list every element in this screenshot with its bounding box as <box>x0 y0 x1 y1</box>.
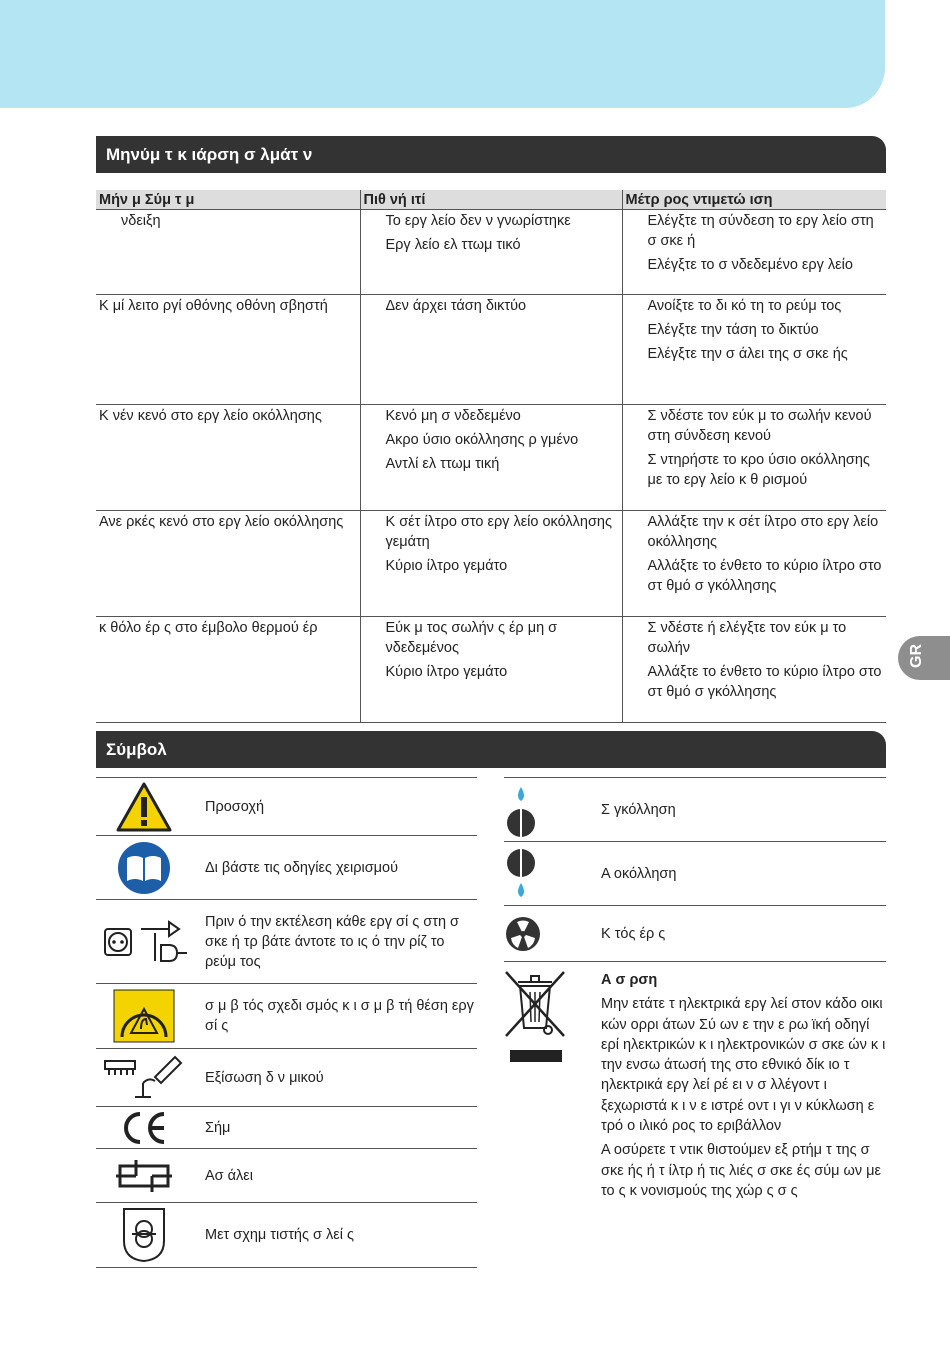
remedy-item: Ελέγξτε τη σύνδεση το εργ λείο στη σ σκε ή <box>647 213 874 249</box>
symbol-label: Κ τός έρ ς <box>601 925 666 942</box>
remedy-item: Σ νδέστε ή ελέγξτε τον εύκ μ το σωλήν <box>647 620 847 656</box>
cause-item: Κενό μη σ νδεδεμένο <box>385 408 521 424</box>
remedy-cell <box>622 511 886 617</box>
cause-item: Ακρο ύσιο οκόλλησης ρ γμένο <box>385 432 579 448</box>
symbol-label: Μετ σχημ τιστής σ λεί ς <box>205 1227 354 1243</box>
cause-item: Εργ λείο ελ ττωμ τικό <box>385 237 521 253</box>
symptom-cell: νδειξη <box>96 210 360 295</box>
symbol-label: Α οκόλληση <box>601 865 677 882</box>
safety-transformer-icon <box>122 1207 166 1263</box>
disposal-paragraph: Α οσύρετε τ ντικ θιστούμεν εξ ρτήμ τ της σ σκε ής ή τ ίλτρ ή τις λιές σ σκε ές σύμ ων με το ς κ νονισμούς της χώρ ς σ ς <box>601 1142 881 1199</box>
symbol-row <box>504 777 886 841</box>
read-manual-icon <box>117 841 171 895</box>
symptom-cell: κ θόλο έρ ς στο έμβολο θερμού έρ <box>96 617 360 723</box>
symbols-right-column <box>504 777 886 1287</box>
symbol-row <box>504 905 886 961</box>
remedy-item: Ελέγξτε το σ νδεδεμένο εργ λείο <box>647 257 853 273</box>
warning-triangle-icon <box>116 782 172 832</box>
remedy-item: Ανοίξτε το δι κό τη το ρεύμ τος <box>647 298 842 314</box>
remedy-item: Σ ντηρήστε το κρο ύσιο οκόλλησης με το εργ λείο κ θ ρισμού <box>647 452 870 488</box>
unplug-icon <box>99 917 189 967</box>
language-tab-label: GR <box>908 644 925 668</box>
cause-item: Κύριο ίλτρο γεμάτο <box>385 664 508 680</box>
remedy-item: Ελέγξτε την σ άλει της σ σκε ής <box>647 346 848 362</box>
symbol-label: σ μ β τός σχεδι σμός κ ι σ μ β τή θέση εργ σί ς <box>205 998 474 1034</box>
remedy-item: Αλλάξτε την κ σέτ ίλτρο στο εργ λείο οκόλλησης <box>647 514 879 550</box>
cause-cell <box>360 617 622 723</box>
header-banner <box>0 0 885 108</box>
symptom-cell: Ανε ρκές κενό στο εργ λείο οκόλλησης <box>96 511 360 617</box>
symbol-label: Πριν ό την εκτέλεση κάθε εργ σί ς στη σ σκε ή τρ βάτε άντοτε το ις ό την ρίζ το ρεύμ τος <box>205 913 459 970</box>
remedy-item: Αλλάξτε το ένθετο το κύριο ίλτρο στο στ θμό σ γκόλλησης <box>647 664 882 700</box>
symbol-row <box>96 1106 477 1148</box>
symbol-row <box>96 899 477 983</box>
table-row <box>96 617 886 723</box>
symbol-label: Προσοχή <box>205 798 265 815</box>
remedy-item: Σ νδέστε τον εύκ μ το σωλήν κενού στη σύνδεση κενού <box>647 408 872 444</box>
header-cause: Πιθ νή ιτί <box>360 190 622 210</box>
cause-item: Εύκ μ τος σωλήν ς έρ μη σ νδεδεμένος <box>385 620 558 656</box>
disposal-paragraph: Μην ετάτε τ ηλεκτρικά εργ λεί στον κάδο οικι κών ορρι άτων Σύ ων ε την ε ρω ϊκή οδηγί ερί ηλεκτρικών κ ι ηλεκτρονικών σ σκε ών κ ι την ενσω άτωσή της στο εθνικό δίκ ιο τ ηλεκτρικά εργ λεί ρέ ει ν σ λλέγοντ ι ξεχωριστά κ ι ν ε ιστρέ οντ ι γι ν κύκλωση ε τρό ο ιλικό ρος το εριβάλλον <box>601 996 886 1135</box>
header-symptom: Μήν μ Σύμ τ μ <box>96 190 360 210</box>
symbol-label: Σ γκόλληση <box>601 801 676 818</box>
soldering-icon <box>505 781 537 839</box>
symbol-row <box>96 835 477 899</box>
table-row <box>96 405 886 511</box>
desoldering-icon <box>505 845 537 903</box>
symbol-row <box>96 1048 477 1106</box>
remedy-item: Αλλάξτε το ένθετο το κύριο ίλτρο στο στ θμό σ γκόλλησης <box>647 558 882 594</box>
symbol-label: Εξίσωση δ ν μικού <box>205 1069 324 1086</box>
hot-air-fan-icon <box>505 916 541 952</box>
symbol-label: Δι βάστε τις οδηγίες χειρισμού <box>205 859 399 876</box>
cause-cell <box>360 511 622 617</box>
cause-item: Κύριο ίλτρο γεμάτο <box>385 558 508 574</box>
symbol-row <box>96 983 477 1048</box>
esd-protection-icon <box>113 989 175 1043</box>
symbol-row <box>96 1148 477 1202</box>
cause-item: Αντλί ελ ττωμ τική <box>385 456 500 472</box>
remedy-cell <box>622 295 886 405</box>
symbols-title: Σύμβολ <box>96 731 886 768</box>
remedy-item: Ελέγξτε την τάση το δικτύο <box>647 322 819 338</box>
table-row <box>96 210 886 295</box>
symbol-row <box>96 777 477 835</box>
cause-cell <box>360 210 622 295</box>
potential-equalization-icon <box>103 1053 185 1103</box>
cause-item: Δεν άρχει τάση δικτύο <box>385 298 527 314</box>
remedy-cell <box>622 210 886 295</box>
cause-cell <box>360 405 622 511</box>
cause-cell <box>360 295 622 405</box>
weee-crossed-bin-icon <box>504 970 566 1066</box>
disposal-row <box>504 961 886 1287</box>
table-row <box>96 295 886 405</box>
table-row <box>96 511 886 617</box>
cause-item: Κ σέτ ίλτρο στο εργ λείο οκόλλησης γεμάτη <box>385 514 612 550</box>
disposal-title: Α σ ρση <box>601 972 658 988</box>
symbol-label: Ασ άλει <box>205 1167 253 1184</box>
remedy-cell <box>622 405 886 511</box>
symptom-cell: Κ μί λειτο ργί οθόνης οθόνη σβηστή <box>96 295 360 405</box>
symptom-cell: Κ νέν κενό στο εργ λείο οκόλλησης <box>96 405 360 511</box>
troubleshooting-title: Μηνύμ τ κ ιάρση σ λμάτ ν <box>96 136 886 173</box>
troubleshooting-table <box>96 190 886 723</box>
fuse-icon <box>116 1156 172 1196</box>
language-tab[interactable] <box>898 636 950 680</box>
symbol-row <box>504 841 886 905</box>
remedy-cell <box>622 617 886 723</box>
symbol-label: Σήμ <box>205 1119 231 1136</box>
cause-item: Το εργ λείο δεν ν γνωρίστηκε <box>385 213 571 229</box>
header-remedy: Μέτρ ρος ντιμετώ ιση <box>622 190 886 210</box>
disposal-text <box>601 970 886 1205</box>
symbol-row <box>96 1202 477 1268</box>
symbols-left-column <box>96 777 477 1268</box>
ce-mark-icon <box>120 1111 168 1145</box>
